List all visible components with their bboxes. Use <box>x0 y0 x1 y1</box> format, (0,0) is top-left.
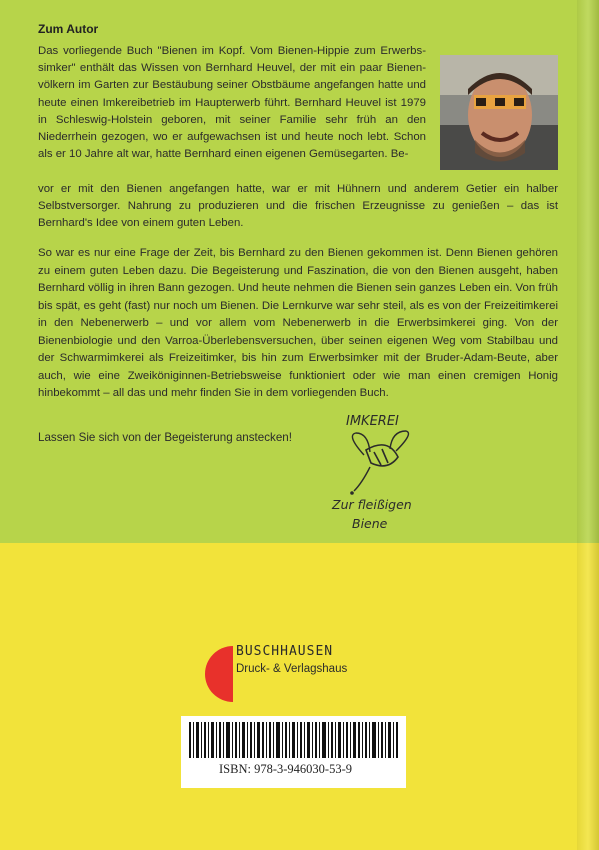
author-heading: Zum Autor <box>38 22 99 36</box>
author-portrait-image <box>440 55 558 170</box>
author-bio-continued: vor er mit den Bienen angefangen hatte, war er mit Hühnern und anderem Getier ein halber Selbstversorger. Nahrung zu produzieren und die frischen Erzeugnisse zu genießen – das ist Bernhard's Idee von einem guten Leben. <box>38 183 558 230</box>
barcode-area <box>181 716 406 788</box>
call-to-action: Lassen Sie sich von der Begeisterung anstecken! <box>38 431 292 444</box>
publisher-subtitle: Druck- & Verlagshaus <box>236 663 348 675</box>
publisher-name: BUSCHHAUSEN <box>236 644 334 659</box>
cover-edge <box>577 0 599 850</box>
publisher-logo-mark <box>198 638 388 703</box>
publisher-logo <box>198 638 388 703</box>
imkerei-stamp-logo <box>326 405 436 540</box>
stamp-top-text: IMKEREI <box>346 414 399 429</box>
stamp-bottom-line1: Zur fleißigen <box>332 497 412 512</box>
bee-icon <box>326 405 436 540</box>
stamp-bottom-line2: Biene <box>352 516 388 531</box>
barcode-icon <box>189 722 398 758</box>
isbn-number: ISBN: 978-3-946030-53-9 <box>219 762 352 776</box>
author-photo <box>440 55 558 170</box>
author-bio-text: Das vorliegende Buch "Bienen im Kopf. Vom Bienen-Hippie zum Erwerbs-simker" enthält das Wissen von Bernhard Heuvel, der mit ein paar Bienen-völkern im Garten zur Bestäubung seiner Obstbäume angefangen hatte und heute einen Imkereibetrieb im Haupterwerb führt. Bernhard Heuvel ist 1979 in Schleswig-Holstein geboren, mit seiner Familie sehr früh an den Niederrhein gezogen, wo er aufgewachsen ist und heute noch lebt. Schon als er 10 Jahre alt war, hatte Bernhard einen eigenen Gemüsegarten. Be- <box>38 45 426 161</box>
author-paragraph-2: So war es nur eine Frage der Zeit, bis Bernhard zu den Bienen gekommen ist. Denn Bienen gehören zu einem guten Leben dazu. Die Begeisterung und Faszination, die von den Bienen ausgeht, haben Bernhard völlig in ihren Bann gezogen. Und heute nehmen die Bienen sein ganzes Leben ein. Von früh bis spät, es geht (fast) nur noch um Bienen. Die Lernkurve war sehr steil, als es von der Freizeitimkerei in den Nebenerwerb – und vor allem vom Nebenerwerb in die Erwerbsimkerei ging. Von der Bienenbiologie und den Varroa-Überlebensversuchen, über seinen eigenen Weg vom Stabilbau und der Schwarmimkerei als Freizeitimker, bis hin zum Erwerbsimker mit der Bruder-Adam-Beute, aber auch, wie eine Zweiköniginnen-Betriebsweise funktioniert oder wie man einen cremigen Honig hinbekommt – all das und mehr finden Sie in dem vorliegenden Buch. <box>38 247 558 399</box>
